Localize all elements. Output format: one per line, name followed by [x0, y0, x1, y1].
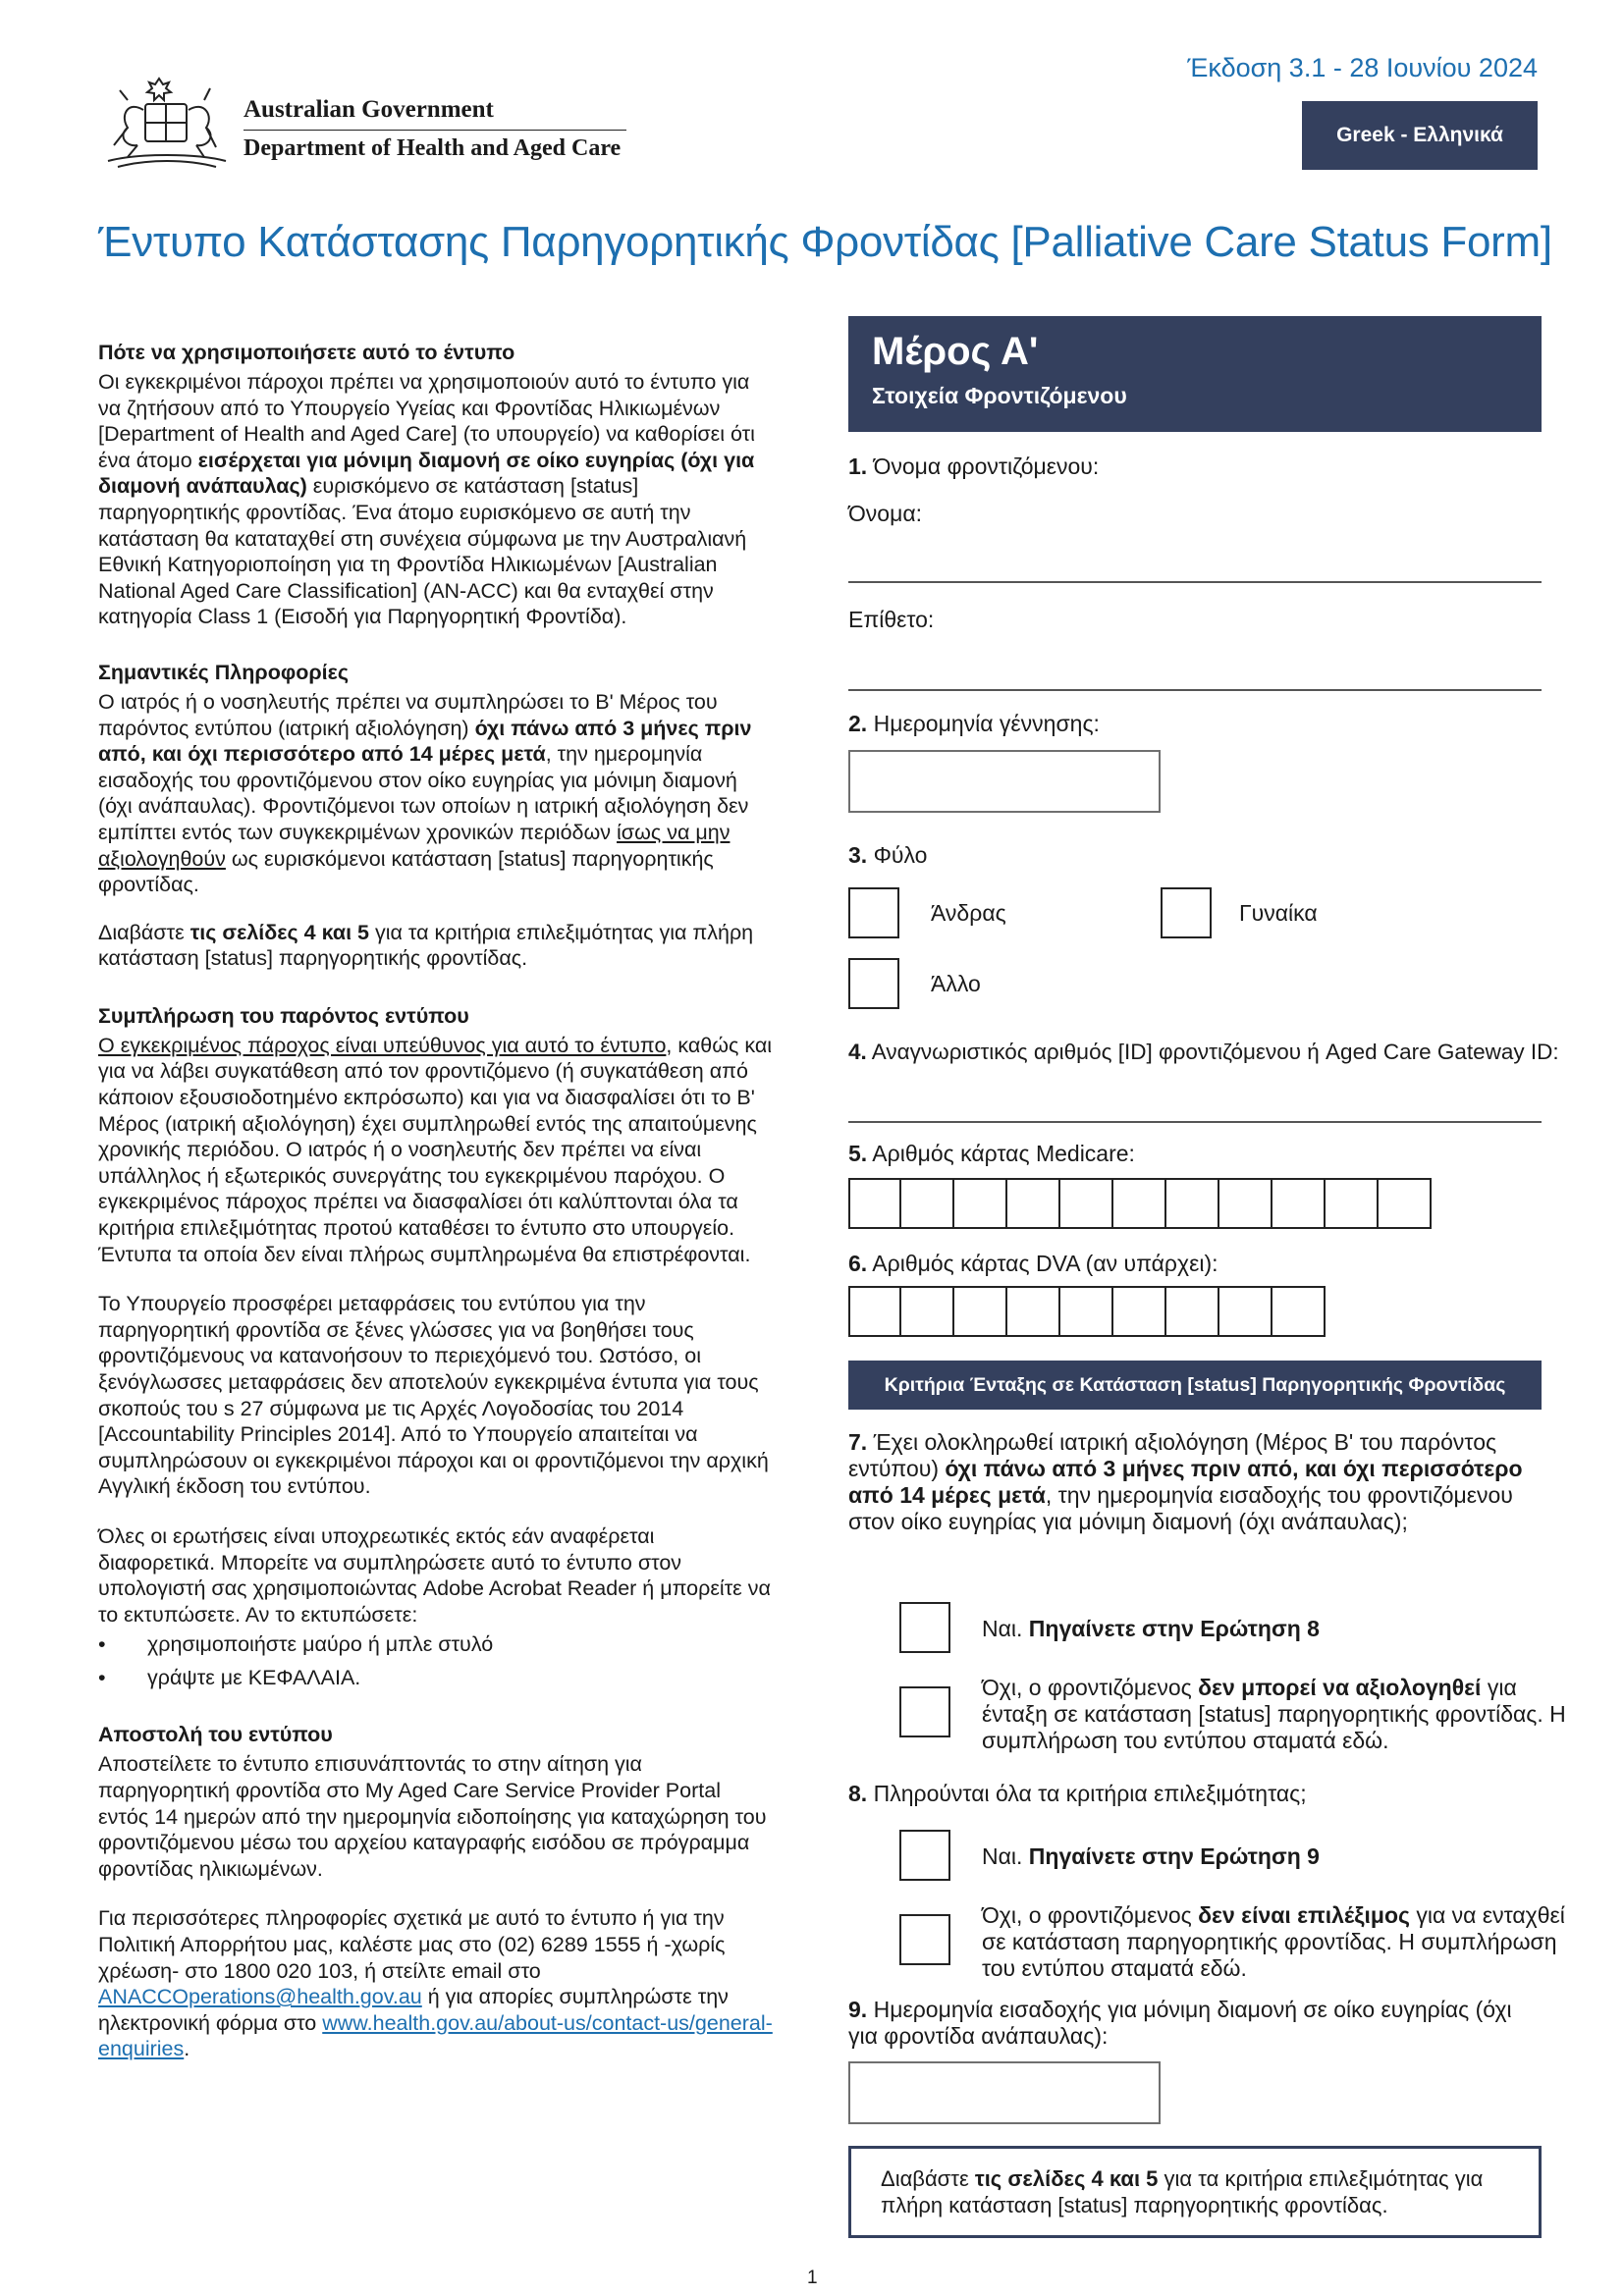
email-link[interactable]: ANACCOperations@health.gov.au — [98, 1985, 422, 2009]
gender-other-checkbox[interactable] — [848, 958, 899, 1009]
q5-label: 5. Αριθμός κάρτας Medicare: — [848, 1141, 1135, 1166]
first-name-label: Όνομα: — [848, 501, 923, 526]
part-a-header — [848, 316, 1542, 432]
language-badge — [1302, 101, 1538, 170]
q2-label: 2. Ημερομηνία γέννησης: — [848, 711, 1100, 736]
heading-sending-form: Αποστολή του εντύπου — [98, 1723, 333, 1747]
criteria-banner — [848, 1361, 1542, 1410]
q8-no-checkbox[interactable] — [899, 1914, 950, 1965]
paragraph-read-pages: Διαβάστε τις σελίδες 4 και 5 για τα κριτήρια επιλεξιμότητας για πλήρη κατάσταση [status] παρηγορητικής φροντίδας. — [98, 920, 754, 971]
language-badge-label: Greek - Ελληνικά — [1336, 124, 1503, 146]
q3-label: 3. Φύλο — [848, 842, 928, 868]
print-instructions — [98, 1628, 776, 1694]
heading-when-to-use: Πότε να χρησιμοποιήσετε αυτό το έντυπο — [98, 341, 515, 364]
paragraph-contact: Για περισσότερες πληροφορίες σχετικά με αυτό το έντυπο ή για την Πολιτική Απορρήτου μας, καλέστε μας στο (02) 6289 1555 ή -χωρίς χρέωση- στο 1800 020 103, ή στείλτε email στο ANACCOperations@health.gov.au ή για απορίες συμπληρώστε την ηλεκτρονική φόρμα στο www.health.gov.au/about-us/contact-us/general- enquiries. — [98, 1906, 773, 2061]
q7-yes-label: Ναι. Πηγαίνετε στην Ερώτηση 8 — [982, 1616, 1320, 1641]
logo-line1: Australian Government — [244, 96, 494, 123]
heading-important-info: Σημαντικές Πληροφορίες — [98, 660, 349, 684]
coat-of-arms-icon — [98, 71, 236, 179]
page-number: 1 — [807, 2268, 818, 2288]
paragraph-important-info: Ο ιατρός ή ο νοσηλευτής πρέπει να συμπληρώσει το Β' Μέρος του παρόντος εντύπου (ιατρική αξιολόγηση) όχι πάνω από 3 μήνες πριν από, και όχι περισσότερο από 14 μέρες μετά, την ημερομηνία εισαδοχής του φροντιζόμενου στον οίκο ευγηρίας για μόνιμη διαμονή (όχι ανάπαυλας). Φροντιζόμενοι των οποίων η ιατρική αξιολόγηση δεν εμπίπτει εντός των συγκεκριμένων χρονικών περιόδων ίσως να μην αξιολογηθούν ως ευρισκόμενοι κατάσταση [status] παρηγορητικής φροντίδας. — [98, 689, 752, 897]
dva-number-field[interactable] — [848, 1286, 1326, 1337]
logo-line2: Department of Health and Aged Care — [244, 135, 622, 161]
q9-label: 9. Ημερομηνία εισαδοχής για μόνιμη διαμονή σε οίκο ευγηρίας (όχι για φροντίδα ανάπαυλας): — [848, 1997, 1512, 2049]
care-recipient-id-field[interactable] — [848, 1121, 1542, 1123]
last-name-field[interactable] — [848, 689, 1542, 691]
q8-label: 8. Πληρούνται όλα τα κριτήρια επιλεξιμότητας; — [848, 1781, 1307, 1806]
q8-yes-checkbox[interactable] — [899, 1830, 950, 1881]
q7-no-checkbox[interactable] — [899, 1686, 950, 1737]
gender-male-label: Άνδρας — [931, 900, 1006, 926]
version-label: Έκδοση 3.1 - 28 Ιουνίου 2024 — [1187, 53, 1538, 82]
paragraph-sending-form: Αποστείλετε το έντυπο επισυνάπτοντάς το στην αίτηση για παρηγορητική φροντίδα στο My Aged Care Service Provider Portal εντός 14 ημερών από την ημερομηνία ειδοποίησης για καταχώρηση του φροντιζόμενου μέσω του αρχείου καταγραφής εισόδου σε πρόγραμμα φροντίδας ηλικιωμένων. — [98, 1752, 767, 1881]
q8-no-label: Όχι, ο φροντιζόμενος δεν είναι επιλέξιμος για να ενταχθεί σε κατάσταση παρηγορητικής φροντίδας. Η συμπλήρωση του εντύπου σταματά εδώ. — [982, 1902, 1565, 1981]
list-item: • γράψτε με ΚΕΦΑΛΑΙΑ. — [98, 1661, 776, 1694]
eligibility-note: Διαβάστε τις σελίδες 4 και 5 για τα κριτήρια επιλεξιμότητας για πλήρη κατάσταση [status] παρηγορητικής φροντίδας. — [881, 2166, 1484, 2217]
part-a-subtitle: Στοιχεία Φροντιζόμενου — [872, 383, 1127, 408]
paragraph-completing-form: Ο εγκεκριμένος πάροχος είναι υπεύθυνος για αυτό το έντυπο, καθώς και για να λάβει συγκατάθεση από τον φροντιζόμενο (ή συγκατάθεση από κάποιον εξουσιοδοτημένο εκπρόσωπο) και για να διασφαλίσει ότι το Β' Μέρος (ιατρική αξιολόγηση) έχει συμπληρωθεί εντός της απαιτούμενης χρονικής περιόδου. Ο ιατρός ή ο νοσηλευτής δεν πρέπει να είναι υπάλληλος ή εξωτερικός συνεργάτης του εγκεκριμένου παρόχου. Ο εγκεκριμένος πάροχος πρέπει να διασφαλίσει ότι καλύπτονται όλα τα κριτήρια επιλεξιμότητας προτού καταθέσει το έντυπο στο υπουργείο. Έντυπα τα οποία δεν είναι πλήρως συμπληρωμένα θα επιστρέφονται. — [98, 1033, 773, 1266]
q8-yes-label: Ναι. Πηγαίνετε στην Ερώτηση 9 — [982, 1843, 1320, 1869]
medicare-number-field[interactable] — [848, 1178, 1432, 1229]
eligibility-note-box — [848, 2146, 1542, 2238]
gender-other-label: Άλλο — [931, 971, 981, 996]
paragraph-mandatory: Όλες οι ερωτήσεις είναι υποχρεωτικές εκτός εάν αναφέρεται διαφορετικά. Μπορείτε να συμπληρώσετε αυτό το έντυπο στον υπολογιστή σας χρησιμοποιώντας Adobe Acrobat Reader ή μπορείτε να το εκτυπώσετε. Αν το εκτυπώσετε: — [98, 1523, 771, 1627]
q6-label: 6. Αριθμός κάρτας DVA (αν υπάρχει): — [848, 1251, 1218, 1276]
q7-no-label: Όχι, ο φροντιζόμενος δεν μπορεί να αξιολογηθεί για ένταξη σε κατάσταση [status] παρηγορητικής φροντίδας. Η συμπλήρωση του εντύπου σταματά εδώ. — [982, 1675, 1566, 1753]
q7-label: 7. Έχει ολοκληρωθεί ιατρική αξιολόγηση (Μέρος Β' του παρόντος εντύπου) όχι πάνω από 3 μήνες πριν από, και όχι περισσότερο από 14 μέρες μετά, την ημερομηνία εισαδοχής του φροντιζόμενου στον οίκο ευγηρίας για μόνιμη διαμονή (όχι ανάπαυλας); — [848, 1429, 1523, 1534]
q7-yes-checkbox[interactable] — [899, 1602, 950, 1653]
paragraph-when-to-use: Οι εγκεκριμένοι πάροχοι πρέπει να χρησιμοποιούν αυτό το έντυπο για να ζητήσουν από το Υπουργείο Υγείας και Φροντίδας Ηλικιωμένων [Department of Health and Aged Care] (το υπουργείο) να καθορίσει ότι ένα άτομο εισέρχεται για μόνιμη διαμονή σε οίκο ευγηρίας (όχι για διαμονή ανάπαυλας) ευρισκόμενο σε κατάσταση [status] παρηγορητικής φροντίδας. Ένα άτομο ευρισκόμενο σε αυτή την κατάσταση θα καταταχθεί στη συνέχεια σύμφωνα με την Αυστραλιανή Εθνική Κατηγοριοποίηση για τη Φροντίδα Ηλικιωμένων [Australian National Aged Care Classification] (AN-ACC) και θα ενταχθεί στην κατηγορία Class 1 (Εισοδή για Παρηγορητική Φροντίδα). — [98, 370, 755, 629]
gender-female-label: Γυναίκα — [1239, 900, 1318, 926]
criteria-banner-label: Κριτήρια Ένταξης σε Κατάσταση [status] Παρηγορητικής Φροντίδας — [884, 1373, 1506, 1396]
q4-label: 4. Αναγνωριστικός αριθμός [ID] φροντιζόμενου ή Aged Care Gateway ID: — [848, 1040, 1559, 1064]
entry-date-field[interactable] — [848, 2061, 1161, 2124]
paragraph-translations: Το Υπουργείο προσφέρει μεταφράσεις του εντύπου για την παρηγορητική φροντίδα σε ξένες γλώσσες για να βοηθήσει τους φροντιζόμενους να κατανοήσουν το περιεχόμενό του. Ωστόσο, οι ξενόγλωσσες μεταφράσεις δεν αποτελούν εγκεκριμένα έντυπα για τους σκοπούς του s 27 σύμφωνα με τις Αρχές Λογοδοσίας του 2014 [Accountability Principles 2014]. Από το Υπουργείο απαιτείται να συμπληρώσουν οι εγκεκριμένοι πάροχοι και οι φροντιζόμενοι την αρχική Αγγλική έκδοση του εντύπου. — [98, 1292, 769, 1499]
q1-label: 1. Όνομα φροντιζόμενου: — [848, 454, 1100, 479]
page-title: Έντυπο Κατάστασης Παρηγορητικής Φροντίδας [Palliative Care Status Form] — [98, 218, 1552, 266]
dob-field[interactable] — [848, 750, 1161, 813]
logo-divider — [244, 130, 626, 131]
gender-male-checkbox[interactable] — [848, 887, 899, 938]
part-a-title: Μέρος Α' — [872, 330, 1039, 373]
contact-url-link[interactable]: www.health.gov.au/about-us/contact-us/general- enquiries — [98, 2010, 773, 2061]
gender-female-checkbox[interactable] — [1161, 887, 1212, 938]
last-name-label: Επίθετο: — [848, 607, 935, 632]
list-item: • χρησιμοποιήστε μαύρο ή μπλε στυλό — [98, 1628, 776, 1661]
heading-completing-form: Συμπλήρωση του παρόντος εντύπου — [98, 1003, 469, 1028]
gov-logo — [98, 71, 648, 179]
left-column — [98, 340, 776, 2062]
first-name-field[interactable] — [848, 581, 1542, 583]
